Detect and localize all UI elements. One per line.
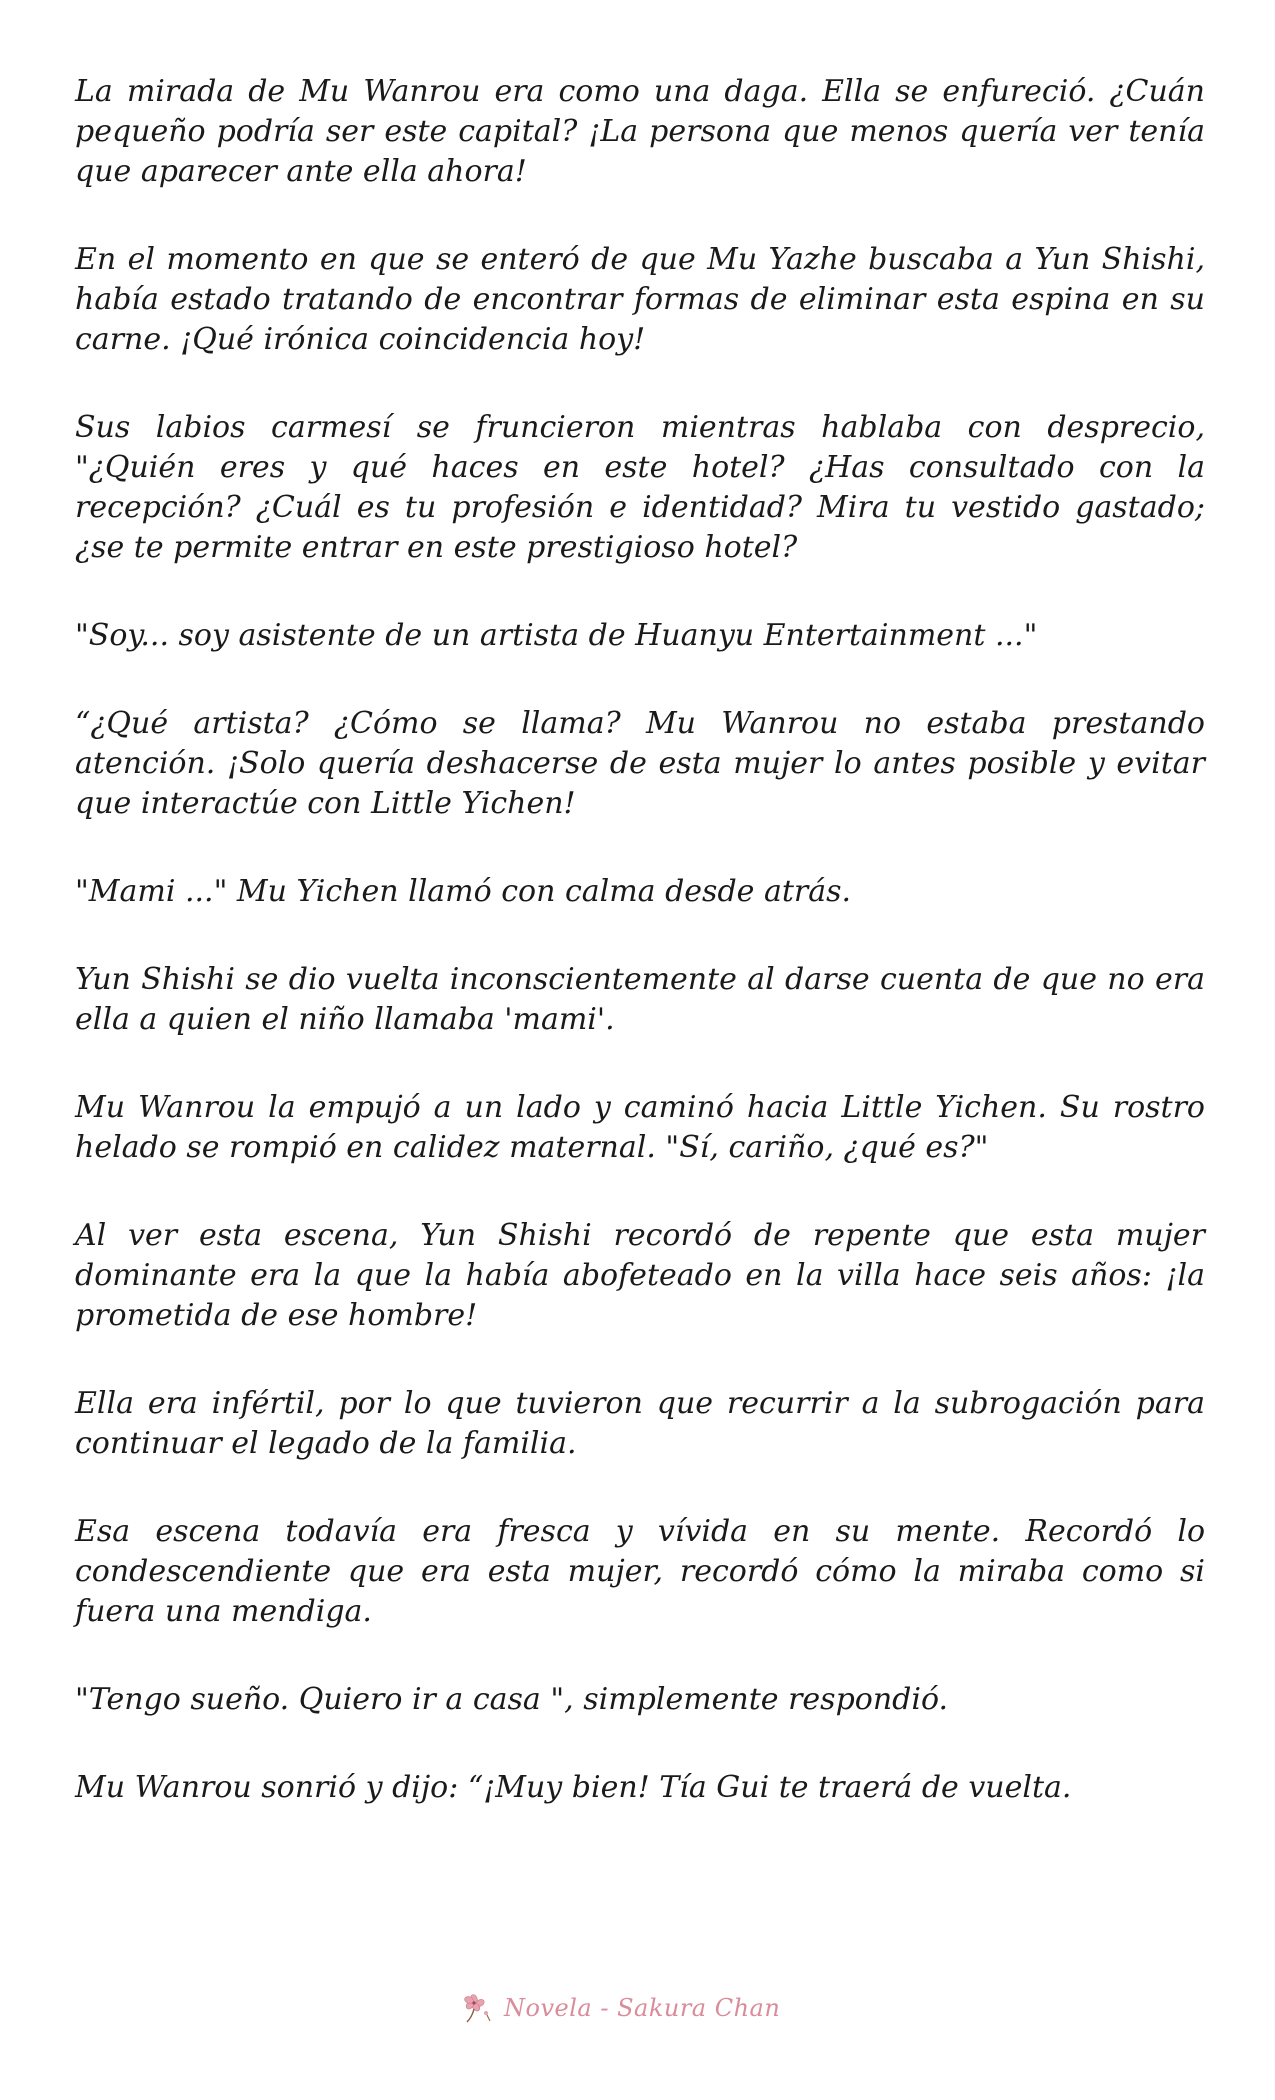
paragraph-8: Mu Wanrou la empujó a un lado y caminó hacia Little Yichen. Su rostro helado se rompió en calidez maternal. "Sí, cariño, ¿qué es?" (75, 1090, 1205, 1165)
paragraph-2: En el momento en que se enteró de que Mu Yazhe buscaba a Yun Shishi, había estado tratando de encontrar formas de eliminar esta espina en su carne. ¡Qué irónica coincidencia hoy! (75, 242, 1205, 357)
paragraph-5: “¿Qué artista? ¿Cómo se llama? Mu Wanrou no estaba prestando atención. ¡Solo quería deshacerse de esta mujer lo antes posible y evitar que interactúe con Little Yichen! (75, 706, 1205, 821)
paragraph-3: Sus labios carmesí se fruncieron mientras hablaba con desprecio, "¿Quién eres y qué haces en este hotel? ¿Has consultado con la recepción? ¿Cuál es tu profesión e identidad? Mira tu vestido gastado; ¿se te permite entrar en este prestigioso hotel? (75, 410, 1205, 565)
paragraph-6: "Mami ..." Mu Yichen llamó con calma desde atrás. (75, 874, 852, 909)
story-text (75, 72, 1205, 1808)
paragraph-1: La mirada de Mu Wanrou era como una daga. Ella se enfureció. ¿Cuán pequeño podría ser este capital? ¡La persona que menos quería ver tenía que aparecer ante ella ahora! (75, 74, 1205, 189)
paragraph-11: Esa escena todavía era fresca y vívida en su mente. Recordó lo condescendiente que era esta mujer, recordó cómo la miraba como si fuera una mendiga. (75, 1514, 1205, 1629)
paragraph-13: Mu Wanrou sonrió y dijo: “¡Muy bien! Tía Gui te traerá de vuelta. (75, 1770, 1072, 1805)
paragraph-9: Al ver esta escena, Yun Shishi recordó de repente que esta mujer dominante era la que la había abofeteado en la villa hace seis años: ¡la prometida de ese hombre! (75, 1218, 1205, 1333)
watermark-text: Novela - Sakura Chan (504, 1994, 781, 2022)
paragraph-12: "Tengo sueño. Quiero ir a casa ", simplemente respondió. (75, 1682, 949, 1717)
watermark (462, 1986, 830, 2030)
paragraph-4: "Soy... soy asistente de un artista de Huanyu Entertainment ..." (75, 618, 1038, 653)
paragraph-10: Ella era infértil, por lo que tuvieron que recurrir a la subrogación para continuar el legado de la familia. (75, 1386, 1205, 1461)
paragraph-7: Yun Shishi se dio vuelta inconscientemente al darse cuenta de que no era ella a quien el niño llamaba 'mami'. (75, 962, 1205, 1037)
sakura-flower-icon (462, 1991, 496, 2025)
